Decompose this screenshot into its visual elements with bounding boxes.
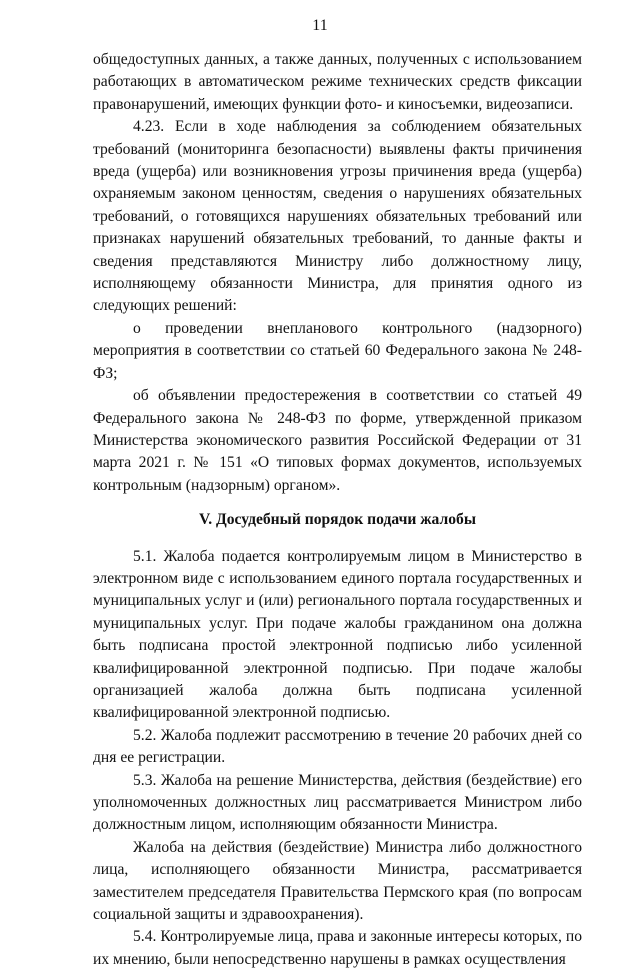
page-number: 11 <box>312 17 328 34</box>
paragraph-5-2: 5.2. Жалоба подлежит рассмотрению в течение 20 рабочих дней со дня ее регистрации. <box>93 726 582 767</box>
paragraph-decision-warning: об объявлении предостережения в соответствии со статьей 49 Федерального закона № 248-ФЗ по форме, утвержденной приказом Министерства экономического развития Российской Федерации от 31 марта 2021 г. № 151 «О типовых формах документов, используемых контрольным (надзорным) органом». <box>93 387 582 494</box>
document-body <box>93 49 582 971</box>
paragraph-5-4: 5.4. Контролируемые лица, права и законные интересы которых, по их мнению, были непосредственно нарушены в рамках осуществления <box>93 928 582 968</box>
section-heading: V. Досудебный порядок подачи жалобы <box>198 511 477 529</box>
paragraph-decision-inspection: о проведении внепланового контрольного (надзорного) мероприятия в соответствии со статьей 60 Федерального закона № 248-ФЗ; <box>93 319 582 382</box>
paragraph-5-3: 5.3. Жалоба на решение Министерства, действия (бездействие) его уполномоченных должностных лиц рассматривается Министром либо должностным лицом, исполняющим обязанности Министра. <box>93 771 582 834</box>
paragraph-4-23: 4.23. Если в ходе наблюдения за соблюдением обязательных требований (мониторинга безопасности) выявлены факты причинения вреда (ущерба) или возникновения угрозы причинения вреда (ущерба) охраняемым законом ценностям, сведения о нарушениях обязательных требований, о готовящихся нарушениях обязательных требований или признаках нарушений обязательных требований, то данные факты и сведения представляются Министру либо должностному лицу, исполняющему обязанности Министра, для принятия одного из следующих решений: <box>93 118 582 315</box>
paragraph-5-1: 5.1. Жалоба подается контролируемым лицом в Министерство в электронном виде с использованием единого портала государственных и муниципальных услуг и (или) регионального портала государственных и муниципальных услуг. При подаче жалобы гражданином она должна быть подписана простой электронной подписью либо усиленной квалифицированной электронной подписью. При подаче жалобы организацией жалоба должна быть подписана усиленной квалифицированной электронной подписью. <box>93 547 582 722</box>
paragraph-continuation: общедоступных данных, а также данных, полученных с использованием работающих в автоматическом режиме технических средств фиксации правонарушений, имеющих функции фото- и киносъемки, видеозаписи. <box>93 51 582 113</box>
paragraph-5-3-complaint-minister: Жалоба на действия (бездействие) Министра либо должностного лица, исполняющего обязанности Министра, рассматривается заместителем председателя Правительства Пермского края (по вопросам социальной защиты и здравоохранения). <box>93 838 582 924</box>
